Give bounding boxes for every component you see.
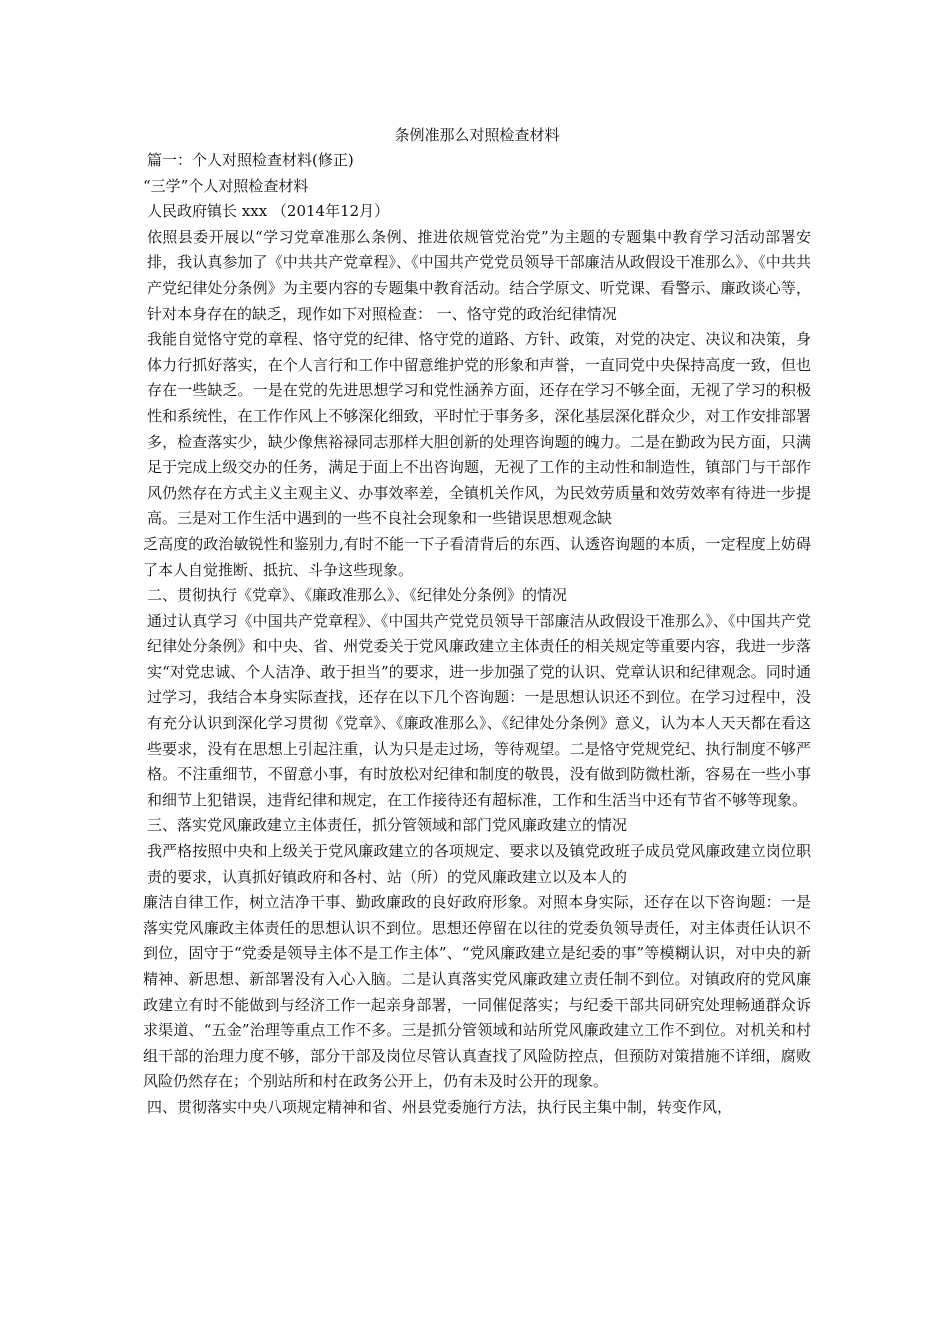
- paragraph: 依照县委开展以“学习党章准那么条例、推进依规管党治党”为主题的专题集中教育学习活动部署安排，我认真参加了《中共共产党章程》、《中国共产党党员领导干部廉洁从政假设干准那么》、《中共共产党纪律处分条例》为主要内容的专题集中教育活动。结合学原文、听党课、看警示、廉政谈心等，针对本身存在的缺乏，现作如下对照检查： 一、恪守党的政治纪律情况: [147, 227, 811, 323]
- section-heading: 二、贯彻执行《党章》、《廉政准那么》、《纪律处分条例》的情况: [147, 586, 568, 605]
- paragraph: 我能自觉恪守党的章程、恪守党的纪律、恪守党的道路、方针、政策，对党的决定、决议和决策，身体力行抓好落实，在个人言行和工作中留意维护党的形象和声誉，一直同党中央保持高度一致，但也存在一些缺乏。一是在党的先进思想学习和党性涵养方面，还存在学习不够全面，无视了学习的积极性和系统性，在工作作风上不够深化细致，平时忙于事务多，深化基层深化群众少，对工作安排部署多，检查落实少，缺少像焦裕禄同志那样大胆创新的处理咨询题的魄力。二是在勤政为民方面，只满足于完成上级交办的任务，满足于面上不出咨询题，无视了工作的主动性和制造性，镇部门与干部作风仍然存在方式主义主观主义、办事效率差，全镇机关作风，为民效劳质量和效劳效率有待进一步提高。三是对工作生活中遇到的一些不良社会现象和一些错误思想观念缺: [147, 330, 811, 528]
- paragraph: 乏高度的政治敏锐性和鉴别力,有时不能一下子看清背后的东西、认透咨询题的本质，一定程度上妨碍了本人自觉推断、抵抗、斗争这些现象。: [143, 534, 811, 579]
- section-heading: 四、贯彻落实中央八项规定精神和省、州县党委施行方法，执行民主集中制，转变作风，: [147, 1097, 733, 1116]
- section-heading: 篇一：个人对照检查材料(修正): [147, 151, 354, 169]
- document-title: 条例准那么对照检查材料: [394, 126, 560, 144]
- paragraph: 我严格按照中央和上级关于党风廉政建立的各项规定、要求以及镇党政班子成员党风廉政建立岗位职责的要求，认真抓好镇政府和各村、站（所）的党风廉政建立以及本人的: [147, 842, 811, 886]
- paragraph: 通过认真学习《中国共产党章程》、《中国共产党党员领导干部廉洁从政假设干准那么》、《中国共产党纪律处分条例》和中央、省、州党委关于党风廉政建立主体责任的相关规定等重要内容，我进一步落实“对党忠诚、个人洁净、敢于担当”的要求，进一步加强了党的认识、党章认识和纪律观念。同时通过学习，我结合本身实际查找，还存在以下几个咨询题：一是思想认识还不到位。在学习过程中，没有充分认识到深化学习贯彻《党章》、《廉政准那么》、《纪律处分条例》意义，认为本人天天都在看这些要求，没有在思想上引起注重，认为只是走过场，等待观望。二是恪守党规党纪、执行制度不够严格。不注重细节，不留意小事，有时放松对纪律和制度的敬畏，没有做到防微杜渐，容易在一些小事和细节上犯错误，违背纪律和规定，在工作接待还有超标准，工作和生活当中还有节省不够等现象。: [147, 611, 811, 809]
- section-heading: 三、落实党风廉政建立主体责任，抓分管领域和部门党风廉政建立的情况: [147, 816, 628, 835]
- document-page: [143, 122, 811, 1121]
- author-line: 人民政府镇长 xxx （2014年12月）: [147, 202, 390, 221]
- section-heading: “三学”个人对照检查材料: [143, 176, 309, 195]
- paragraph: 廉洁自律工作，树立洁净干事、勤政廉政的良好政府形象。对照本身实际，还存在以下咨询题：一是落实党风廉政主体责任的思想认识不到位。思想还停留在以往的党委负领导责任，对主体责任认识不到位，固守于“党委是领导主体不是工作主体”、“党风廉政建立是纪委的事”等模糊认识，对中央的新精神、新思想、新部署没有入心入脑。二是认真落实党风廉政建立责任制不到位。对镇政府的党风廉政建立有时不能做到与经济工作一起亲身部署，一同催促落实；与纪委干部共同研究处理畅通群众诉求渠道、“五金”治理等重点工作不多。三是抓分管领域和站所党风廉政建立工作不到位。对机关和村组干部的治理力度不够，部分干部及岗位尽管认真查找了风险防控点，但预防对策措施不详细，腐败风险仍然存在；个别站所和村在政务公开上，仍有未及时公开的现象。: [143, 893, 811, 1091]
